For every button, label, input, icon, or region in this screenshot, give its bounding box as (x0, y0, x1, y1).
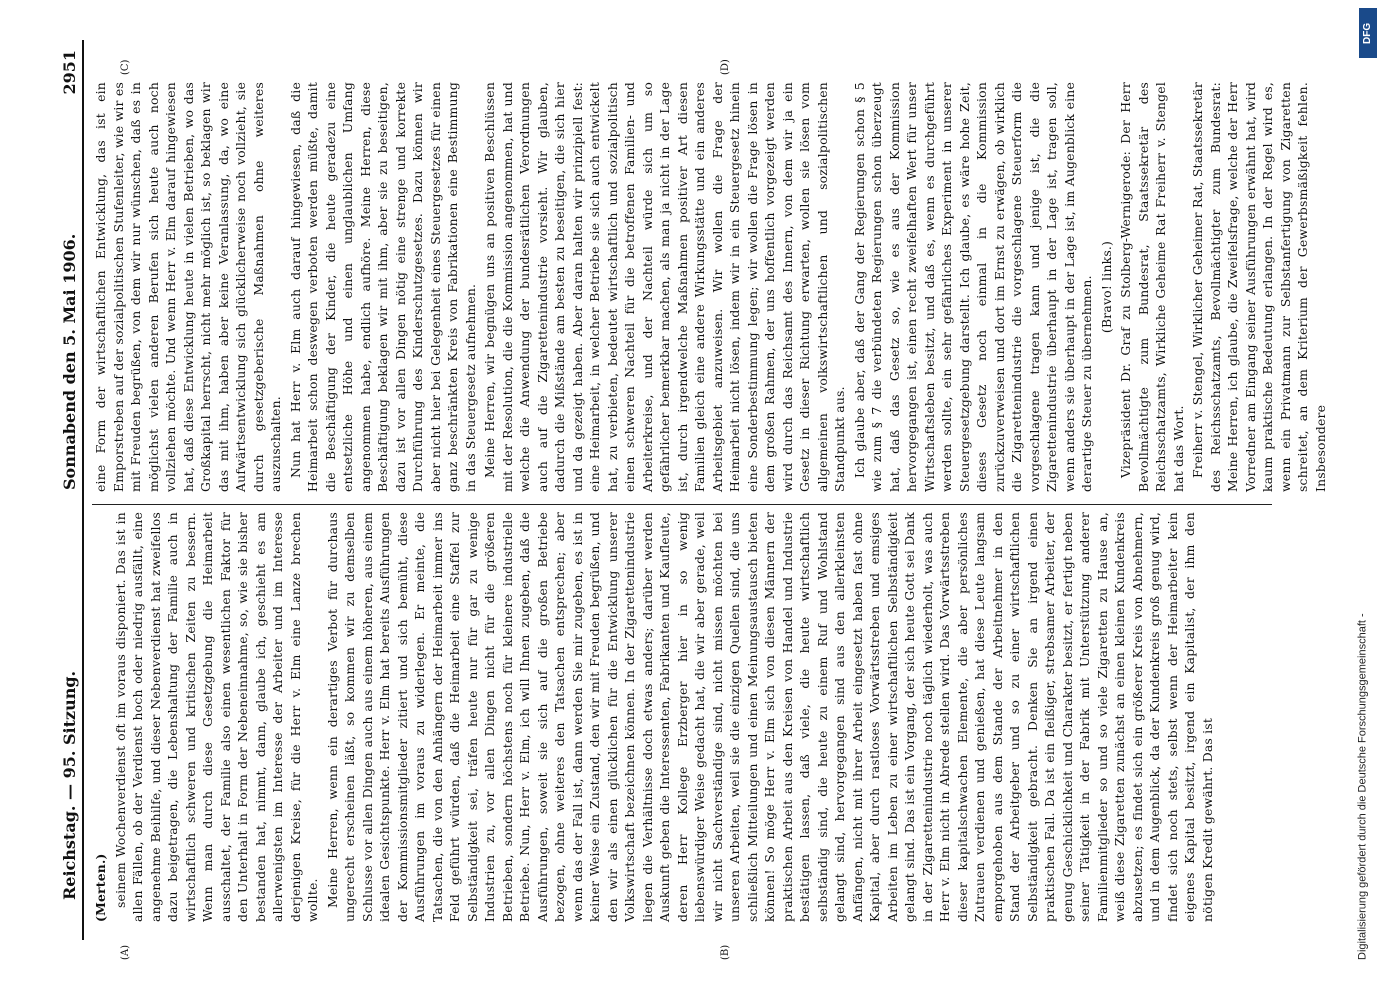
paragraph: Ich glaube aber, daß der Gang der Regierungen schon § 5 wie zum § 7 die verbündeten Regierungen schon überzeugt hat, daß das Gesetz so, wie es aus der Kommission hervorgegangen ist, einen recht zweifelhaften Wert für unser Wirtschaftsleben besitzt, und daß es, wenn es durchgeführt werden sollte, ein sehr gefährliches Experiment in unserer Steuergesetzgebung darstellt. Ich glaube, es wäre hohe Zeit, dieses Gesetz noch einmal in die Kommission zurückzuverweisen und dort im Ernst zu erwägen, ob wirklich die Zigarettenindustrie die vorgeschlagene Steuerform die vorgeschlagene tragen kann und jenige ist, die die Zigarettenindustrie überhaupt in der Lage ist, tragen soll, wenn anders sie überhaupt in der Lage ist, im Augenblick eine derartige Steuer zu übernehmen. (851, 82, 1094, 492)
margin-marker-b: (B) (720, 944, 731, 960)
paragraph: eine Form der wirtschaftlichen Entwicklung, das ist ein Emporstreben auf der sozialpolitischen Stufenleiter, wie wir es mit Freuden begrüßen, von dem wir nur wünschen, daß es in möglichst vielen anderen Berufen sich heute auch noch vollziehen möchte. Und wenn Herr v. Elm darauf hingewiesen hat, daß diese Entwicklung heute in vielen Betrieben, wo das Großkapital herrscht, nicht mehr möglich ist, so beklagen wir das mit ihm, haben aber keine Veranlassung, da, wo eine Aufwärtsentwicklung sich glücklicherweise noch vollzieht, sie durch gesetzgeberische Maßnahmen ohne weiteres auszuschalten. (93, 82, 283, 492)
dfg-logo: DFG (1359, 8, 1377, 58)
applause-note: (Bravo! links.) (1098, 240, 1114, 334)
text-column-left (92, 512, 1218, 922)
header-left: Reichstag. — 95. Sitzung. (60, 670, 79, 900)
digitization-credit: Digitalisierung gefördert durch die Deutsche Forschungsgemeinschaft - (1357, 613, 1369, 960)
paragraph: Nun hat Herr v. Elm auch darauf hingewiesen, daß die Heimarbeit schon deswegen verboten werden müßte, damit die Beschäftigung der Kinder, die heute geradezu eine entsetzliche Höhe und einen unglaublichen Umfang angenommen habe, endlich aufhöre. Meine Herren, diese Beschäftigung beklagen wir mit ihm, aber sie zu beseitigen, dazu ist vor allen Dingen nötig eine strenge und korrekte Durchführung des Kinderschutzgesetzes. Dazu können wir aber nicht hier bei Gelegenheit eines Steuergesetzes für einen ganz beschränkten Kreis von Fabrikationen eine Bestimmung in das Steuergesetz aufnehmen. (287, 82, 478, 492)
paragraph: seinem Wochenverdienst oft im voraus disponiert. Das ist in allen Fällen, ob der Verdienst hoch oder niedrig ausfällt, eine angenehme Beihilfe, und dieser Nebenverdienst hat zweifellos dazu beigetragen, die Lebenshaltung der Familie auch in wirtschaftlich schweren und kritischen Zeiten zu bessern. Wenn man durch diese Gesetzgebung die Heimarbeit ausschaltet, der Familie also einen wesentlichen Faktor für den Unterhalt in Form der Nebeneinnahme, so, wie sie bisher bestanden hat, nimmt, dann, glaube ich, geschieht es am allerwenigsten im Interesse der Arbeiter und im Interesse derjenigen Kreise, für die Herr v. Elm eine Lanze brechen wollte. (112, 512, 320, 922)
header-rule (82, 40, 84, 940)
vice-president-statement: Vizepräsident Dr. Graf zu Stolberg-Wernigerode: Der Herr Bevollmächtigte zum Bundesrat, Staatssekretär des Reichsschatzamts, Wirkliche Geheime Rat Freiherr v. Stengel hat das Wort. (1118, 82, 1186, 492)
paragraph: Meine Herren, wir begnügen uns an positiven Beschlüssen mit der Resolution, die die Kommission angenommen, hat und welche die Anwendung der bundesrätlichen Verordnungen auch auf die Zigarettenindustrie vorsieht. Wir glauben, dadurch die Mißstände am besten zu beseitigen, die sich hier und da gezeigt haben. Aber daran halten wir prinzipiell fest: eine Heimarbeit, in welcher Betriebe sie sich auch entwickelt hat, zu verbieten, bedeutet wirtschaftlich und sozialpolitisch einen schweren Nachteil für die betroffenen Familien- und Arbeiterkreise, und der Nachteil würde sich um so gefährlicher bemerkbar machen, als man ja nicht in der Lage ist, durch irgendwelche Maßnahmen positiver Art diesen Familien gleich eine andere Wirkungsstätte und ein anderes Arbeitsgebiet anzuweisen. Wir wollen die Frage der Heimarbeit nicht lösen, indem wir in ein Steuergesetz hinein eine Sonderbestimmung legen; wir wollen die Frage lösen in dem großen Rahmen, der uns hoffentlich vorgezeigt werden wird durch das Reichsamt des Innern, von dem wir ja ein Gesetz in dieser Richtung erwarten, wollen sie lösen vom allgemeinen volkswirtschaftlichen und sozialpolitischen Standpunkt aus. (482, 82, 847, 492)
header-date: Sonnabend den 5. Mai 1906. (60, 233, 79, 490)
margin-marker-d: (D) (720, 59, 731, 75)
speaker-label: (Merten.) (93, 853, 108, 922)
paragraph: Meine Herren, wenn ein derartiges Verbot für durchaus ungerecht erscheinen läßt, so kommen wir zu demselben Schlusse vor allen Dingen auch aus einem höheren, aus einem idealen Gesichtspunkte. Herr v. Elm hat bereits Ausführungen der Kommissionsmitglieder zitiert und sich bemüht, diese Ausführungen im voraus zu widerlegen. Er meinte, die Tatsachen, die von den Anhängern der Heimarbeit immer ins Feld geführt würden, daß die Heimarbeit eine Staffel zur Selbständigkeit sei, träfen heute nur für gar zu wenige Industrien zu, vor allen Dingen nicht für die größeren Betrieben, sondern höchstens noch für kleinere industrielle Betriebe. Nun, Herr v. Elm, ich will Ihnen zugeben, daß die Ausführungen, soweit sie sich auf die großen Betriebe bezogen, ohne weiteres den Tatsachen entsprechen; aber wenn das der Fall ist, dann werden Sie mir zugeben, es ist in keiner Weise ein Zustand, den wir mit Freuden begrüßen, und den wir als einen glücklichen für die Entwicklung unserer Volkswirtschaft bezeichnen können. In der Zigarettenindustrie liegen die Verhältnisse doch etwas anders; darüber werden Auskunft geben die Interessenten, Fabrikanten und Kaufleute, deren Herr Kollege Erzberger hier in so wenig liebenswürdiger Weise gedacht hat, die wir aber gerade, weil wir nicht Sachverständige sind, nicht missen möchten bei unseren Arbeiten, weil sie die einzigen Quellen sind, die uns schließlich Mitteilungen und einen Meinungsaustausch bieten können! So möge Herr v. Elm sich von diesen Männern der praktischen Arbeit aus den Kreisen von Handel und Industrie bestätigen lassen, daß viele, die heute wirtschaftlich selbständig sind, die heute zu einem Ruf und Wohlstand gelangt sind, hervorgegangen sind aus den allerkleinsten Anfängen, nicht mit ihrer Arbeit eingesetzt haben fast ohne Kapital, aber durch rastloses Vorwärtsstreben und emsiges Arbeiten im Leben zu einer wirtschaftlichen Selbständigkeit gelangt sind. Das ist ein Vorgang, der sich heute Gott sei Dank in der Zigarettenindustrie noch täglich wiederholt, was auch Herr v. Elm nicht in Abrede stellen wird. Das Vorwärtsstreben dieser kapitalschwachen Elemente, die aber persönliches Zutrauen verdienen und genießen, hat diese Leute langsam emporgehoben aus dem Stande der Arbeitnehmer in den Stand der Arbeitgeber und so zu einer wirtschaftlichen Selbständigkeit gebracht. Denken Sie an irgend einen praktischen Fall. Da ist ein fleißiger, strebsamer Arbeiter, der genug Geschicklichkeit und Charakter besitzt, er fertigt neben seiner Tätigkeit in der Fabrik mit Unterstützung anderer Familienmitglieder so und so viele Zigaretten zu Hause an, weiß diese Zigaretten zunächst an einen kleinen Kundenkreis abzusetzen; es findet sich ein größerer Kreis von Abnehmern, und in dem Augenblick, da der Kundenkreis groß genug wird, findet sich noch stets, selbst wenn der Heimarbeiter kein eigenes Kapital besitzt, irgend ein Kapitalist, der ihm den nötigen Kredit gewährt. Das ist (324, 512, 1215, 922)
column-divider (92, 504, 1272, 505)
margin-marker-a: (A) (120, 944, 131, 960)
page-number: 2951 (60, 50, 79, 95)
stengel-statement: Freiherr v. Stengel, Wirklicher Geheimer Rat, Staatssekretär des Reichsschatzamts, Bevollmächtigter zum Bundesrat: Meine Herren, ich glaube, die Zweifelsfrage, welche der Herr Vorredner am Eingang seiner Ausführungen erwähnt hat, wird kaum praktische Bedeutung erlangen. In der Regel wird es, wenn ein Privatmann zur Selbstanfertigung von Zigaretten schreitet, an dem Kriterium der Gewerbsmäßigkeit fehlen. Insbesondere (1190, 82, 1328, 492)
page-header (60, 40, 82, 960)
text-column-right (92, 82, 1331, 492)
margin-marker-c: (C) (120, 59, 131, 75)
